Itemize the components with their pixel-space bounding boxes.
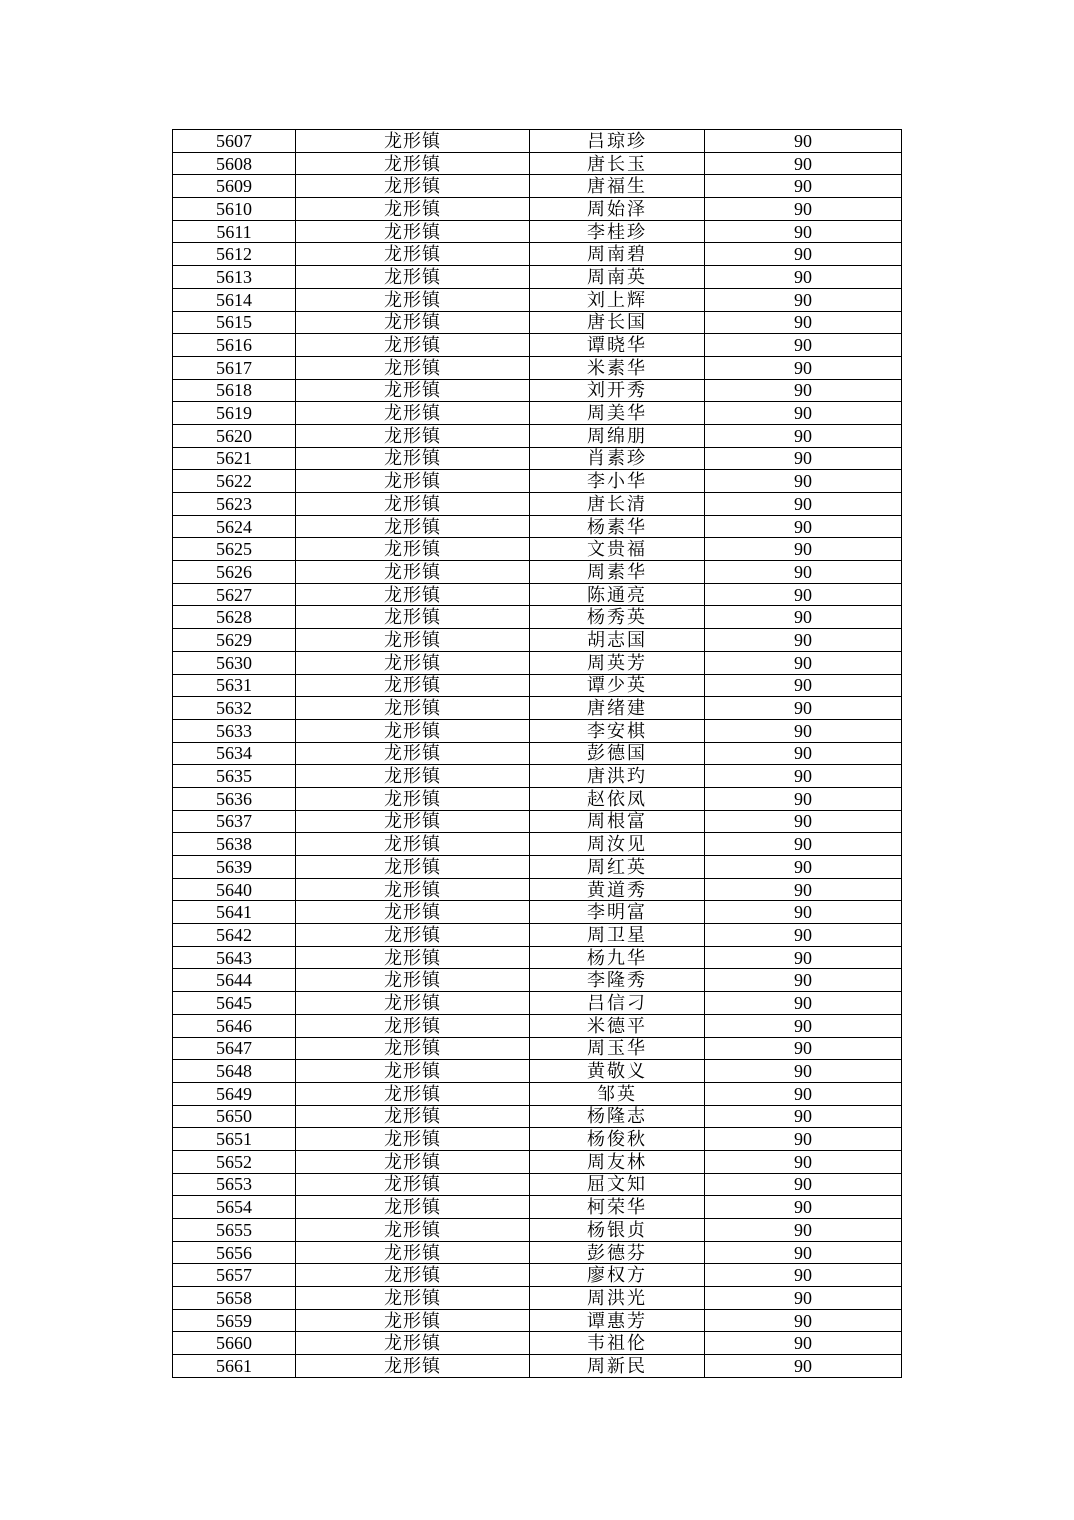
row-number-cell: 5658: [173, 1287, 296, 1310]
amount-cell: 90: [705, 1105, 902, 1128]
town-cell: 龙形镇: [296, 878, 530, 901]
person-name-cell: 刘上辉: [530, 288, 705, 311]
town-cell: 龙形镇: [296, 1241, 530, 1264]
person-name-cell: 杨俊秋: [530, 1128, 705, 1151]
person-name-cell: 廖权方: [530, 1264, 705, 1287]
amount-cell: 90: [705, 810, 902, 833]
town-cell: 龙形镇: [296, 719, 530, 742]
row-number-cell: 5611: [173, 220, 296, 243]
row-number-cell: 5618: [173, 379, 296, 402]
town-cell: 龙形镇: [296, 742, 530, 765]
row-number-cell: 5637: [173, 810, 296, 833]
town-cell: 龙形镇: [296, 1150, 530, 1173]
row-number-cell: 5645: [173, 992, 296, 1015]
amount-cell: 90: [705, 674, 902, 697]
row-number-cell: 5651: [173, 1128, 296, 1151]
row-number-cell: 5632: [173, 697, 296, 720]
person-name-cell: 周根富: [530, 810, 705, 833]
amount-cell: 90: [705, 447, 902, 470]
table-row: [173, 1219, 902, 1242]
amount-cell: 90: [705, 901, 902, 924]
person-name-cell: 唐洪玓: [530, 765, 705, 788]
table-row: [173, 697, 902, 720]
amount-cell: 90: [705, 1241, 902, 1264]
amount-cell: 90: [705, 1128, 902, 1151]
amount-cell: 90: [705, 198, 902, 221]
row-number-cell: 5640: [173, 878, 296, 901]
table-row: [173, 538, 902, 561]
row-number-cell: 5647: [173, 1037, 296, 1060]
person-name-cell: 邹英: [530, 1082, 705, 1105]
row-number-cell: 5649: [173, 1082, 296, 1105]
row-number-cell: 5619: [173, 402, 296, 425]
amount-cell: 90: [705, 1037, 902, 1060]
row-number-cell: 5646: [173, 1014, 296, 1037]
person-name-cell: 周卫星: [530, 924, 705, 947]
table-row: [173, 493, 902, 516]
town-cell: 龙形镇: [296, 561, 530, 584]
table-row: [173, 311, 902, 334]
town-cell: 龙形镇: [296, 1287, 530, 1310]
table-row: [173, 447, 902, 470]
amount-cell: 90: [705, 1309, 902, 1332]
row-number-cell: 5629: [173, 629, 296, 652]
person-name-cell: 周英芳: [530, 651, 705, 674]
town-cell: 龙形镇: [296, 1082, 530, 1105]
table-row: [173, 198, 902, 221]
row-number-cell: 5613: [173, 266, 296, 289]
amount-cell: 90: [705, 969, 902, 992]
town-cell: 龙形镇: [296, 1014, 530, 1037]
town-cell: 龙形镇: [296, 538, 530, 561]
amount-cell: 90: [705, 1287, 902, 1310]
amount-cell: 90: [705, 561, 902, 584]
amount-cell: 90: [705, 402, 902, 425]
person-name-cell: 黄道秀: [530, 878, 705, 901]
town-cell: 龙形镇: [296, 311, 530, 334]
person-name-cell: 杨银贞: [530, 1219, 705, 1242]
person-name-cell: 唐长玉: [530, 152, 705, 175]
row-number-cell: 5607: [173, 130, 296, 153]
person-name-cell: 谭晓华: [530, 334, 705, 357]
person-name-cell: 屈文知: [530, 1173, 705, 1196]
table-row: [173, 288, 902, 311]
table-row: [173, 220, 902, 243]
row-number-cell: 5610: [173, 198, 296, 221]
town-cell: 龙形镇: [296, 220, 530, 243]
town-cell: 龙形镇: [296, 629, 530, 652]
table-row: [173, 674, 902, 697]
table-row: [173, 1105, 902, 1128]
amount-cell: 90: [705, 515, 902, 538]
amount-cell: 90: [705, 220, 902, 243]
person-name-cell: 周玉华: [530, 1037, 705, 1060]
town-cell: 龙形镇: [296, 1219, 530, 1242]
person-name-cell: 吕信刁: [530, 992, 705, 1015]
person-name-cell: 陈通亮: [530, 583, 705, 606]
row-number-cell: 5655: [173, 1219, 296, 1242]
person-name-cell: 周始泽: [530, 198, 705, 221]
amount-cell: 90: [705, 697, 902, 720]
town-cell: 龙形镇: [296, 674, 530, 697]
table-row: [173, 1241, 902, 1264]
person-name-cell: 唐福生: [530, 175, 705, 198]
amount-cell: 90: [705, 356, 902, 379]
amount-cell: 90: [705, 765, 902, 788]
row-number-cell: 5657: [173, 1264, 296, 1287]
table-row: [173, 856, 902, 879]
table-row: [173, 833, 902, 856]
table-row: [173, 1060, 902, 1083]
amount-cell: 90: [705, 629, 902, 652]
row-number-cell: 5636: [173, 787, 296, 810]
town-cell: 龙形镇: [296, 1128, 530, 1151]
amount-cell: 90: [705, 493, 902, 516]
row-number-cell: 5639: [173, 856, 296, 879]
row-number-cell: 5620: [173, 424, 296, 447]
row-number-cell: 5608: [173, 152, 296, 175]
town-cell: 龙形镇: [296, 833, 530, 856]
person-name-cell: 赵依凤: [530, 787, 705, 810]
table-row: [173, 356, 902, 379]
person-name-cell: 谭惠芳: [530, 1309, 705, 1332]
person-name-cell: 彭德国: [530, 742, 705, 765]
town-cell: 龙形镇: [296, 583, 530, 606]
table-row: [173, 787, 902, 810]
town-cell: 龙形镇: [296, 515, 530, 538]
amount-cell: 90: [705, 288, 902, 311]
town-cell: 龙形镇: [296, 1196, 530, 1219]
table-row: [173, 379, 902, 402]
table-row: [173, 1309, 902, 1332]
amount-cell: 90: [705, 1219, 902, 1242]
town-cell: 龙形镇: [296, 810, 530, 833]
person-name-cell: 谭少英: [530, 674, 705, 697]
person-name-cell: 杨秀英: [530, 606, 705, 629]
person-name-cell: 周南英: [530, 266, 705, 289]
row-number-cell: 5614: [173, 288, 296, 311]
table-row: [173, 1037, 902, 1060]
town-cell: 龙形镇: [296, 152, 530, 175]
table-row: [173, 130, 902, 153]
row-number-cell: 5635: [173, 765, 296, 788]
town-cell: 龙形镇: [296, 493, 530, 516]
person-name-cell: 唐长清: [530, 493, 705, 516]
amount-cell: 90: [705, 1355, 902, 1378]
table-row: [173, 946, 902, 969]
town-cell: 龙形镇: [296, 447, 530, 470]
amount-cell: 90: [705, 538, 902, 561]
amount-cell: 90: [705, 651, 902, 674]
town-cell: 龙形镇: [296, 334, 530, 357]
amount-cell: 90: [705, 152, 902, 175]
town-cell: 龙形镇: [296, 288, 530, 311]
amount-cell: 90: [705, 175, 902, 198]
row-number-cell: 5648: [173, 1060, 296, 1083]
person-name-cell: 周绵朋: [530, 424, 705, 447]
row-number-cell: 5659: [173, 1309, 296, 1332]
table-row: [173, 1355, 902, 1378]
table-row: [173, 266, 902, 289]
town-cell: 龙形镇: [296, 1060, 530, 1083]
table-row: [173, 969, 902, 992]
town-cell: 龙形镇: [296, 856, 530, 879]
row-number-cell: 5652: [173, 1150, 296, 1173]
person-name-cell: 周美华: [530, 402, 705, 425]
person-name-cell: 李小华: [530, 470, 705, 493]
town-cell: 龙形镇: [296, 946, 530, 969]
amount-cell: 90: [705, 1082, 902, 1105]
row-number-cell: 5624: [173, 515, 296, 538]
table-row: [173, 1082, 902, 1105]
amount-cell: 90: [705, 924, 902, 947]
table-row: [173, 1128, 902, 1151]
table-row: [173, 424, 902, 447]
person-name-cell: 胡志国: [530, 629, 705, 652]
table-row: [173, 1196, 902, 1219]
person-name-cell: 肖素珍: [530, 447, 705, 470]
table-row: [173, 175, 902, 198]
town-cell: 龙形镇: [296, 765, 530, 788]
amount-cell: 90: [705, 243, 902, 266]
amount-cell: 90: [705, 833, 902, 856]
table-row: [173, 901, 902, 924]
town-cell: 龙形镇: [296, 243, 530, 266]
town-cell: 龙形镇: [296, 606, 530, 629]
town-cell: 龙形镇: [296, 402, 530, 425]
town-cell: 龙形镇: [296, 130, 530, 153]
town-cell: 龙形镇: [296, 1173, 530, 1196]
row-number-cell: 5656: [173, 1241, 296, 1264]
town-cell: 龙形镇: [296, 198, 530, 221]
table-row: [173, 470, 902, 493]
amount-cell: 90: [705, 856, 902, 879]
row-number-cell: 5627: [173, 583, 296, 606]
town-cell: 龙形镇: [296, 379, 530, 402]
row-number-cell: 5616: [173, 334, 296, 357]
amount-cell: 90: [705, 311, 902, 334]
table-row: [173, 334, 902, 357]
table-row: [173, 1264, 902, 1287]
row-number-cell: 5661: [173, 1355, 296, 1378]
person-name-cell: 黄敬义: [530, 1060, 705, 1083]
town-cell: 龙形镇: [296, 266, 530, 289]
person-name-cell: 周红英: [530, 856, 705, 879]
person-name-cell: 柯荣华: [530, 1196, 705, 1219]
person-name-cell: 唐长国: [530, 311, 705, 334]
amount-cell: 90: [705, 742, 902, 765]
town-cell: 龙形镇: [296, 356, 530, 379]
table-row: [173, 1287, 902, 1310]
amount-cell: 90: [705, 1150, 902, 1173]
table-row: [173, 742, 902, 765]
row-number-cell: 5638: [173, 833, 296, 856]
amount-cell: 90: [705, 1060, 902, 1083]
table-row: [173, 606, 902, 629]
table-row: [173, 924, 902, 947]
person-name-cell: 彭德芬: [530, 1241, 705, 1264]
table-row: [173, 561, 902, 584]
person-name-cell: 杨素华: [530, 515, 705, 538]
table-row: [173, 629, 902, 652]
town-cell: 龙形镇: [296, 424, 530, 447]
row-number-cell: 5622: [173, 470, 296, 493]
town-cell: 龙形镇: [296, 1332, 530, 1355]
person-name-cell: 韦祖伦: [530, 1332, 705, 1355]
town-cell: 龙形镇: [296, 1037, 530, 1060]
town-cell: 龙形镇: [296, 697, 530, 720]
person-name-cell: 吕琼珍: [530, 130, 705, 153]
amount-cell: 90: [705, 334, 902, 357]
person-name-cell: 周新民: [530, 1355, 705, 1378]
person-name-cell: 唐绪建: [530, 697, 705, 720]
row-number-cell: 5660: [173, 1332, 296, 1355]
row-number-cell: 5626: [173, 561, 296, 584]
person-name-cell: 米素华: [530, 356, 705, 379]
amount-cell: 90: [705, 130, 902, 153]
person-name-cell: 李隆秀: [530, 969, 705, 992]
row-number-cell: 5641: [173, 901, 296, 924]
amount-cell: 90: [705, 470, 902, 493]
person-name-cell: 周南碧: [530, 243, 705, 266]
person-name-cell: 李安棋: [530, 719, 705, 742]
town-cell: 龙形镇: [296, 1309, 530, 1332]
amount-cell: 90: [705, 424, 902, 447]
table-row: [173, 1332, 902, 1355]
row-number-cell: 5612: [173, 243, 296, 266]
table-row: [173, 1014, 902, 1037]
person-name-cell: 杨隆志: [530, 1105, 705, 1128]
amount-cell: 90: [705, 583, 902, 606]
amount-cell: 90: [705, 719, 902, 742]
row-number-cell: 5630: [173, 651, 296, 674]
town-cell: 龙形镇: [296, 1105, 530, 1128]
row-number-cell: 5634: [173, 742, 296, 765]
row-number-cell: 5628: [173, 606, 296, 629]
person-name-cell: 李桂珍: [530, 220, 705, 243]
row-number-cell: 5625: [173, 538, 296, 561]
table-row: [173, 152, 902, 175]
roster-table: [172, 129, 902, 1378]
table-row: [173, 810, 902, 833]
row-number-cell: 5650: [173, 1105, 296, 1128]
amount-cell: 90: [705, 992, 902, 1015]
person-name-cell: 米德平: [530, 1014, 705, 1037]
town-cell: 龙形镇: [296, 470, 530, 493]
table-row: [173, 878, 902, 901]
person-name-cell: 李明富: [530, 901, 705, 924]
town-cell: 龙形镇: [296, 651, 530, 674]
amount-cell: 90: [705, 1196, 902, 1219]
town-cell: 龙形镇: [296, 969, 530, 992]
amount-cell: 90: [705, 266, 902, 289]
row-number-cell: 5621: [173, 447, 296, 470]
amount-cell: 90: [705, 1332, 902, 1355]
amount-cell: 90: [705, 606, 902, 629]
row-number-cell: 5617: [173, 356, 296, 379]
table-row: [173, 1173, 902, 1196]
amount-cell: 90: [705, 878, 902, 901]
table-row: [173, 243, 902, 266]
amount-cell: 90: [705, 787, 902, 810]
table-row: [173, 992, 902, 1015]
row-number-cell: 5654: [173, 1196, 296, 1219]
person-name-cell: 周洪光: [530, 1287, 705, 1310]
row-number-cell: 5615: [173, 311, 296, 334]
row-number-cell: 5609: [173, 175, 296, 198]
table-row: [173, 515, 902, 538]
town-cell: 龙形镇: [296, 992, 530, 1015]
row-number-cell: 5633: [173, 719, 296, 742]
town-cell: 龙形镇: [296, 1355, 530, 1378]
roster-table-body: [173, 130, 902, 1378]
table-row: [173, 583, 902, 606]
row-number-cell: 5631: [173, 674, 296, 697]
row-number-cell: 5623: [173, 493, 296, 516]
town-cell: 龙形镇: [296, 901, 530, 924]
table-row: [173, 765, 902, 788]
table-row: [173, 402, 902, 425]
amount-cell: 90: [705, 379, 902, 402]
person-name-cell: 周素华: [530, 561, 705, 584]
person-name-cell: 周汝见: [530, 833, 705, 856]
amount-cell: 90: [705, 1014, 902, 1037]
town-cell: 龙形镇: [296, 924, 530, 947]
town-cell: 龙形镇: [296, 787, 530, 810]
row-number-cell: 5653: [173, 1173, 296, 1196]
table-row: [173, 719, 902, 742]
town-cell: 龙形镇: [296, 175, 530, 198]
row-number-cell: 5642: [173, 924, 296, 947]
row-number-cell: 5644: [173, 969, 296, 992]
person-name-cell: 杨九华: [530, 946, 705, 969]
person-name-cell: 刘开秀: [530, 379, 705, 402]
amount-cell: 90: [705, 946, 902, 969]
town-cell: 龙形镇: [296, 1264, 530, 1287]
row-number-cell: 5643: [173, 946, 296, 969]
amount-cell: 90: [705, 1264, 902, 1287]
amount-cell: 90: [705, 1173, 902, 1196]
person-name-cell: 周友林: [530, 1150, 705, 1173]
person-name-cell: 文贵福: [530, 538, 705, 561]
table-row: [173, 651, 902, 674]
table-row: [173, 1150, 902, 1173]
